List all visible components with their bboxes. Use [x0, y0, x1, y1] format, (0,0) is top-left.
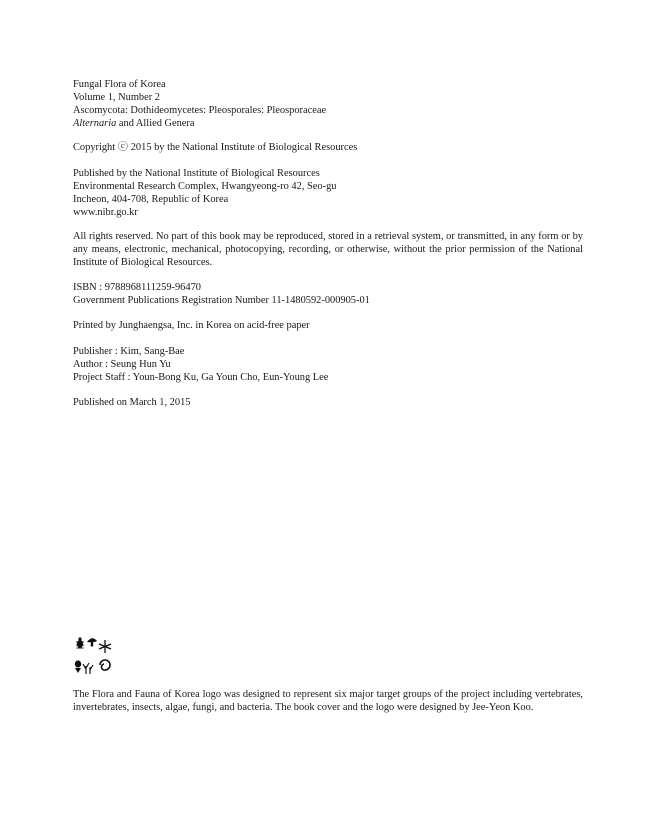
author-name: Author : Seung Hun Yu: [73, 358, 171, 370]
gov-registration-number: Government Publications Registration Number 11-1480592-000905-01: [73, 294, 370, 306]
genus-name: Alternaria: [73, 117, 117, 129]
printed-text: Printed by Junghaengsa, Inc. in Korea on acid-free paper: [73, 320, 310, 331]
flora-fauna-korea-logo-icon: [72, 634, 114, 676]
bacteria-icon: [100, 660, 110, 670]
fish-icon: [75, 660, 81, 673]
copyright-text: Copyright ⓒ 2015 by the National Institute of Biological Resources: [73, 142, 358, 153]
logo-caption: The Flora and Fauna of Korea logo was designed to represent six major target groups of the project including vertebrates, invertebrates, insects, algae, fungi, and bacteria. The book cover and the logo were designed by Jee-Yeon Koo.: [73, 689, 583, 713]
rights-statement: All rights reserved. No part of this book may be reproduced, stored in a retrieval system, or transmitted, in any form or by any means, electronic, mechanical, photocopying, recording, or otherwise, without the prior permission of the National Institute of Biological Resources.: [73, 231, 583, 268]
algae-icon: [83, 663, 93, 674]
printed-line: [73, 320, 573, 333]
staff-block: [73, 346, 573, 385]
copyright-line: [73, 142, 573, 155]
publisher-name: Publisher : Kim, Sang-Bae: [73, 346, 185, 357]
insect-icon: [76, 637, 84, 648]
starfish-icon: [99, 640, 111, 653]
publisher-address-2: Incheon, 404-708, Republic of Korea: [73, 193, 229, 205]
series-title: Fungal Flora of Korea: [73, 79, 166, 90]
isbn-block: [73, 282, 573, 308]
genus-rest: and Allied Genera: [116, 117, 195, 129]
genus-line: [73, 118, 573, 131]
publisher-address-1: Environmental Research Complex, Hwangyeong-ro 42, Seo-gu: [73, 180, 337, 192]
published-date: Published on March 1, 2015: [73, 397, 191, 408]
published-date-line: [73, 397, 573, 410]
volume-number: Volume 1, Number 2: [73, 91, 160, 103]
project-staff: Project Staff : Youn-Bong Ku, Ga Youn Cho, Eun-Young Lee: [73, 371, 329, 383]
publisher-website: www.nibr.go.kr: [73, 206, 138, 218]
isbn: ISBN : 9788968111259-96470: [73, 282, 201, 293]
fungus-icon: [87, 638, 97, 646]
publisher-line-1: Published by the National Institute of Biological Resources: [73, 168, 320, 179]
publisher-block: [73, 168, 573, 220]
title-block: [73, 79, 573, 131]
classification: Ascomycota: Dothideomycetes: Pleosporales: Pleosporaceae: [73, 104, 327, 116]
